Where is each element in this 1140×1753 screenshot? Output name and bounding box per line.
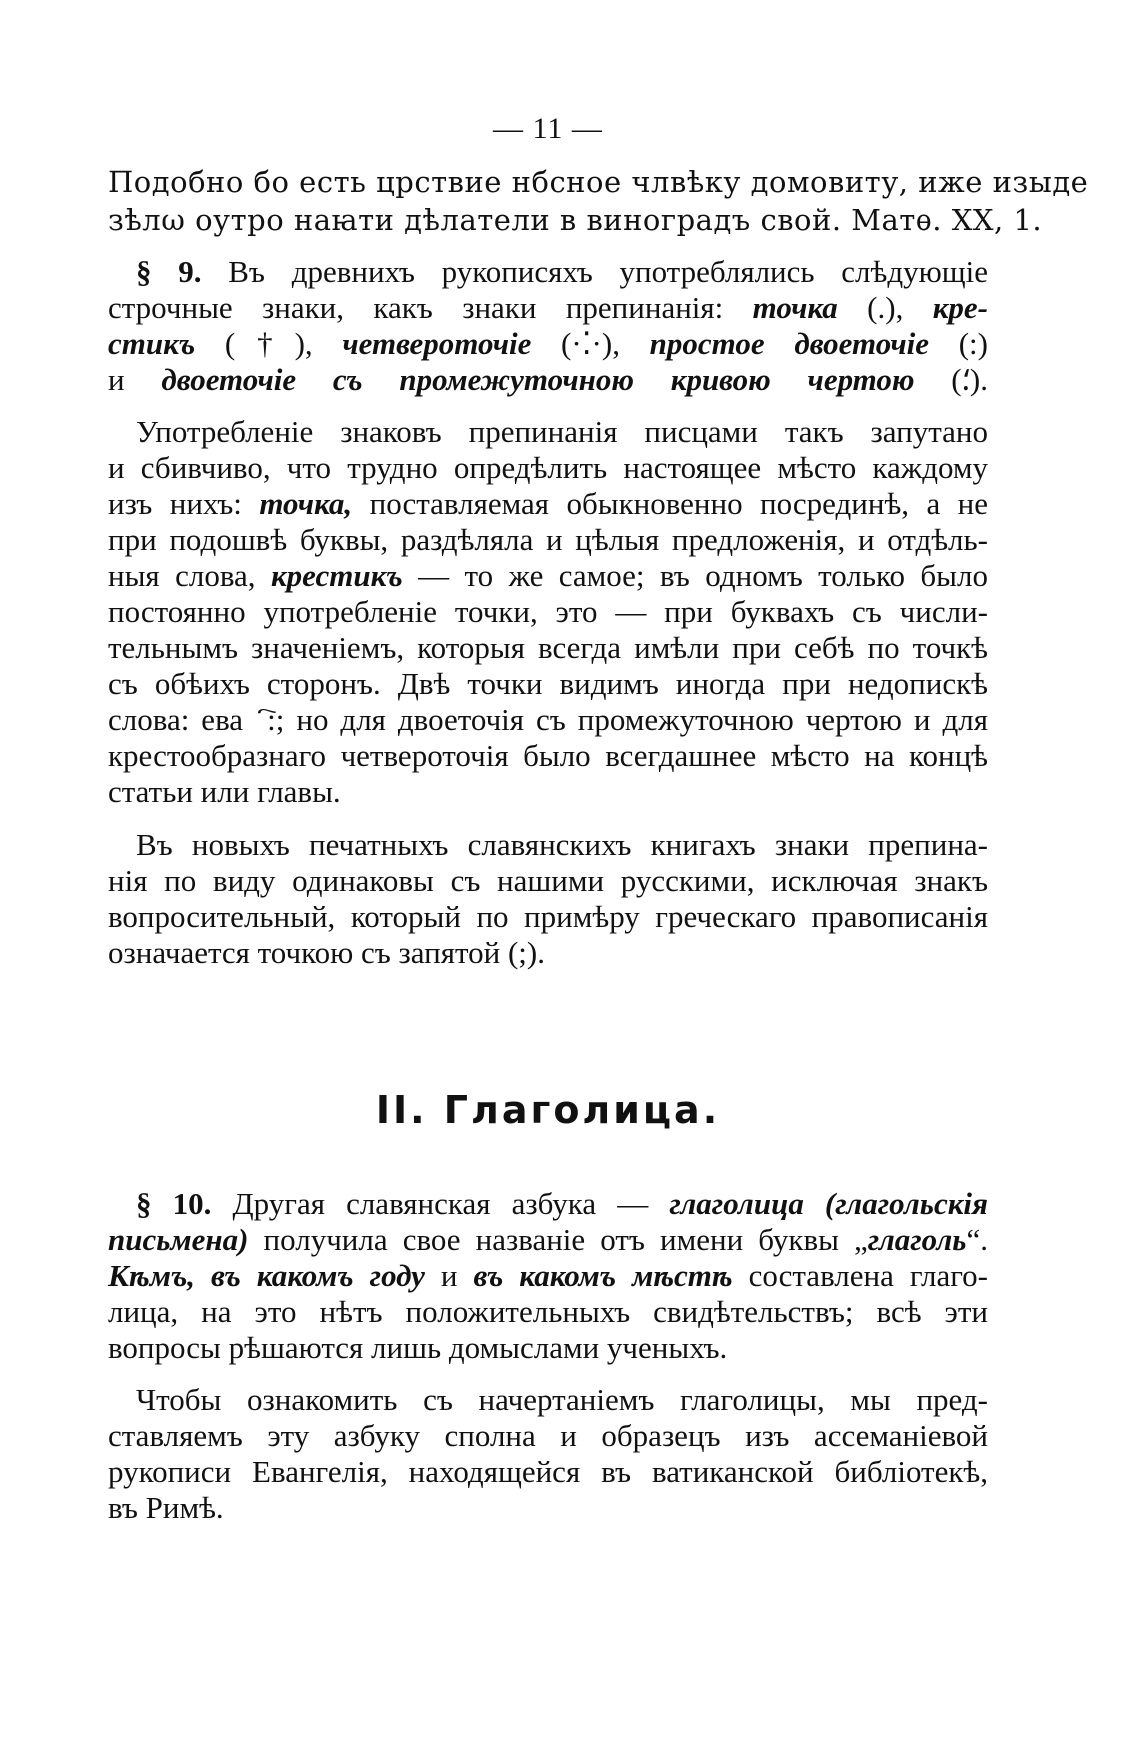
text-span: — то же самое; въ одномъ только было bbox=[402, 558, 988, 593]
term-krestik: крестикъ bbox=[270, 558, 403, 593]
text-span: (.), bbox=[837, 290, 933, 325]
text-span: составлена глаго- bbox=[732, 1258, 989, 1293]
paragraph-2-line-3 bbox=[108, 486, 988, 522]
section-9-line-3 bbox=[108, 326, 988, 362]
text-span: и bbox=[424, 1258, 474, 1293]
section-10-line-1 bbox=[108, 1186, 988, 1222]
text-span: (⸵). bbox=[914, 362, 988, 397]
section-10-number: § 10. bbox=[136, 1186, 212, 1221]
text-span: Въ древнихъ рукописяхъ употреблялись слѣдующіе bbox=[228, 254, 989, 289]
term-kem-v-kakom-godu: Кѣмъ, въ какомъ году bbox=[108, 1258, 425, 1293]
term-krestik-part: кре- bbox=[932, 290, 988, 325]
section-9-line-4 bbox=[108, 362, 988, 398]
term-tochka: точка bbox=[752, 290, 838, 325]
paragraph-3-line-2: нія по виду одинаковы съ нашими русскими, исключая знакъ bbox=[108, 863, 988, 898]
paragraph-2-line-7: тельнымъ значеніемъ, которыя всегда имѣли при себѣ по точкѣ bbox=[108, 630, 988, 665]
paragraph-3-line-1: Въ новыхъ печатныхъ славянскихъ книгахъ знаки препина- bbox=[136, 827, 988, 862]
paragraph-2-line-9: слова: еваⷩ҇:; но для двоеточія съ промежуточною чертою и для bbox=[108, 702, 988, 737]
term-pismena: письмена) bbox=[108, 1222, 249, 1257]
text-span: (·⁚·), bbox=[531, 326, 650, 361]
text-span: ныя слова, bbox=[108, 558, 271, 593]
term-glagol: глаголь bbox=[867, 1222, 967, 1257]
paragraph-2-line-11: статьи или главы. bbox=[108, 774, 341, 809]
paragraph-5-line-2: ставляемъ эту азбуку сполна и образецъ изъ ассеманіевой bbox=[108, 1418, 988, 1453]
text-span: (:) bbox=[929, 326, 988, 361]
paragraph-3-line-3: вопросительный, который по примѣру греческаго правописанія bbox=[108, 899, 988, 934]
text-span: изъ нихъ: bbox=[108, 486, 260, 521]
section-10-line-3 bbox=[108, 1258, 988, 1294]
paragraph-3-line-4: означается точкою съ запятой (;). bbox=[108, 935, 545, 970]
paragraph-5-line-4: въ Римѣ. bbox=[108, 1490, 224, 1525]
text-span: Другая славянская азбука — bbox=[211, 1186, 670, 1221]
section-9-line-1 bbox=[108, 254, 988, 290]
paragraph-2-line-10: крестообразнаго четвероточія было всегдашнее мѣсто на концѣ bbox=[108, 738, 988, 773]
quote-line-1: Подобно бо есть црствие нбсное члвѣку домовиту, иже изыде bbox=[108, 165, 1089, 199]
paragraph-2-line-5 bbox=[108, 558, 988, 594]
section-10-line-5: вопросы рѣшаются лишь домыслами ученыхъ. bbox=[108, 1330, 728, 1365]
term-dvoetochie-s-chertoyu: двоеточіе съ промежуточною кривою чертою bbox=[161, 362, 915, 397]
term-chetverotochie: четвероточіе bbox=[342, 326, 532, 361]
section-9-number: § 9. bbox=[136, 254, 202, 289]
paragraph-2-line-1: Употребленіе знаковъ препинанія писцами такъ запутано bbox=[136, 414, 988, 449]
text-span: “. bbox=[966, 1222, 988, 1257]
text-span: получила свое названіе отъ имени буквы „ bbox=[248, 1222, 868, 1257]
term-v-kakom-meste: въ какомъ мѣстѣ bbox=[473, 1258, 733, 1293]
section-10-line-2 bbox=[108, 1222, 988, 1258]
paragraph-2-line-2: и сбивчиво, что трудно опредѣлить настоящее мѣсто каждому bbox=[108, 450, 988, 485]
section-10-line-4: лица, на это нѣтъ положительныхъ свидѣтельствъ; всѣ эти bbox=[108, 1294, 988, 1329]
text-span: строчные знаки, какъ знаки препинанія: bbox=[108, 290, 753, 325]
paragraph-5-line-1: Чтобы ознакомить съ начертаніемъ глаголицы, мы пред- bbox=[136, 1382, 988, 1417]
text-span: поставляемая обыкновенно посрединѣ, а не bbox=[352, 486, 988, 521]
term-prostoe-dvoetochie: простое двоеточіе bbox=[649, 326, 930, 361]
text-span: и bbox=[108, 362, 162, 397]
paragraph-2-line-8: съ обѣихъ сторонъ. Двѣ точки видимъ иногда при недопискѣ bbox=[108, 666, 988, 701]
term-tochka: точка, bbox=[259, 486, 353, 521]
page-number: — 11 — bbox=[493, 112, 603, 145]
section-heading: II. Глаголица. bbox=[375, 1088, 721, 1132]
paragraph-5-line-3: рукописи Евангелія, находящейся въ ватиканской библіотекѣ, bbox=[108, 1454, 988, 1489]
section-9-line-2 bbox=[108, 290, 988, 326]
term-krestik-part: стикъ bbox=[108, 326, 196, 361]
term-glagolitsa: глаголица (глагольскія bbox=[669, 1186, 989, 1221]
quote-line-2: зѣлω оутро наꙗти дѣлатели в виноградъ свой. Матѳ. XX, 1. bbox=[108, 203, 1043, 237]
paragraph-2-line-6: постоянно употребленіе точки, это — при буквахъ съ числи- bbox=[108, 594, 988, 629]
text-span: (†), bbox=[195, 326, 343, 361]
paragraph-2-line-4: при подошвѣ буквы, раздѣляла и цѣлыя предложенія, и отдѣль- bbox=[108, 522, 988, 557]
